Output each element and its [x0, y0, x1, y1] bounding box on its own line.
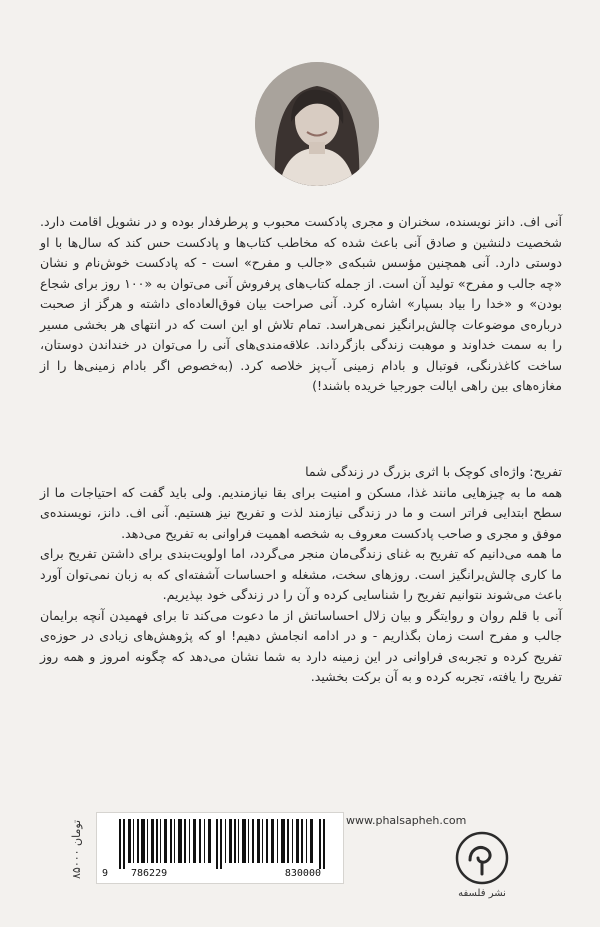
publisher-name: نشر فلسفه — [458, 888, 506, 899]
author-portrait-icon — [255, 62, 379, 186]
isbn-group-2: 830000 — [284, 868, 321, 879]
publisher-logo-icon — [454, 830, 510, 886]
publisher-website[interactable]: www.phalsapheh.com — [346, 814, 467, 827]
blurb-heading: تفریح: واژه‌ای کوچک با اثری بزرگ در زندگی شما — [305, 464, 562, 479]
blurb-paragraph-3: آنی با قلم روان و روایتگر و بیان زلال احساساتش از ما دعوت می‌کند تا برای فهمیدن آنچه برایمان جالب و مفرح است زمان بگذاریم - و در ادامه انجامش دهیم! او که پژوهش‌های زیادی در حوزه‌ی تفریح کرده و تجربه‌ی فراوانی در این زمینه دارد به شما نشان می‌دهد که چگونه امروز و همه روز تفریح را یافته، تجربه کرده و به آن برکت بخشید. — [40, 607, 562, 684]
publisher-logo — [454, 830, 510, 886]
author-portrait — [255, 62, 379, 186]
author-bio-text: آنی اف. دانز نویسنده، سخنران و مجری پادکست محبوب و پرطرفدار بوده و در نشویل اقامت دارد. شخصیت دلنشین و صادق آنی باعث شده که مخاطب کتاب‌ها و پادکست حس کند که سال‌ها با او دوستی دارد. آنی همچنین مؤسس شبکه‌ی «جالب و مفرح» است - که پادکست خوش‌نام و نشان «چه جالب و مفرح» تولید آن است. از جمله کتاب‌های پرفروش آنی می‌توان به «۱۰۰ روز برای شجاع بودن» و «خدا را بیاد بسپار» اشاره کرد. آنی صراحت بیان فوق‌العاده‌ای داشته و هرگز از صحبت درباره‌ی موضوعات چالش‌برانگیز نمی‌هراسد. تمام تلاش او این است که در انتهای هر بخشی مسیر را به سمت خداوند و موهبت زندگی بازگرداند. علاقه‌مندی‌های آنی را می‌توان در خنداندن دوستان، ساخت کاغذرنگی، فوتبال و بادام زمینی آب‌پز خلاصه کرد. (به‌خصوص اگر بادام زمینی‌ها را از مغازه‌های بین راهی ایالت جورجیا خریده باشند!) — [40, 214, 562, 393]
blurb-paragraph-2: ما همه می‌دانیم که تفریح به غنای زندگی‌مان منجر می‌گردد، اما اولویت‌بندی برای داشتن تفریح برای ما کاری چالش‌برانگیز است. روزهای سخت، مشغله و احساسات آشفته‌ای که به زبان نمی‌توان آورد باعث می‌شوند نتوانیم تفریح را شناسایی کرده و آن را در زندگی خود بپذیریم. — [40, 546, 562, 602]
blurb-paragraph-1: همه ما به چیزهایی مانند غذا، مسکن و امنیت برای بقا نیازمندیم. ولی باید گفت که احتیاجات ما از سطح ابتدایی فراتر است و ما در زندگی نیازمند لذت و تفریح نیز هستیم. آنی اف. دانز، نویسنده‌ی موفق و مجری و صاحب پادکست معروف به شخصه اهمیت فراوانی به تفریح می‌دهد. — [40, 484, 562, 541]
author-bio — [40, 212, 562, 397]
isbn-barcode — [96, 812, 344, 884]
book-blurb — [40, 462, 562, 688]
price-label: ۸۵۰۰۰ تومان — [70, 819, 83, 879]
isbn-group-1: 786229 — [131, 868, 168, 879]
isbn-digits — [121, 868, 331, 879]
barcode-bars-icon — [119, 819, 329, 869]
isbn-first-digit: 9 — [102, 868, 109, 879]
